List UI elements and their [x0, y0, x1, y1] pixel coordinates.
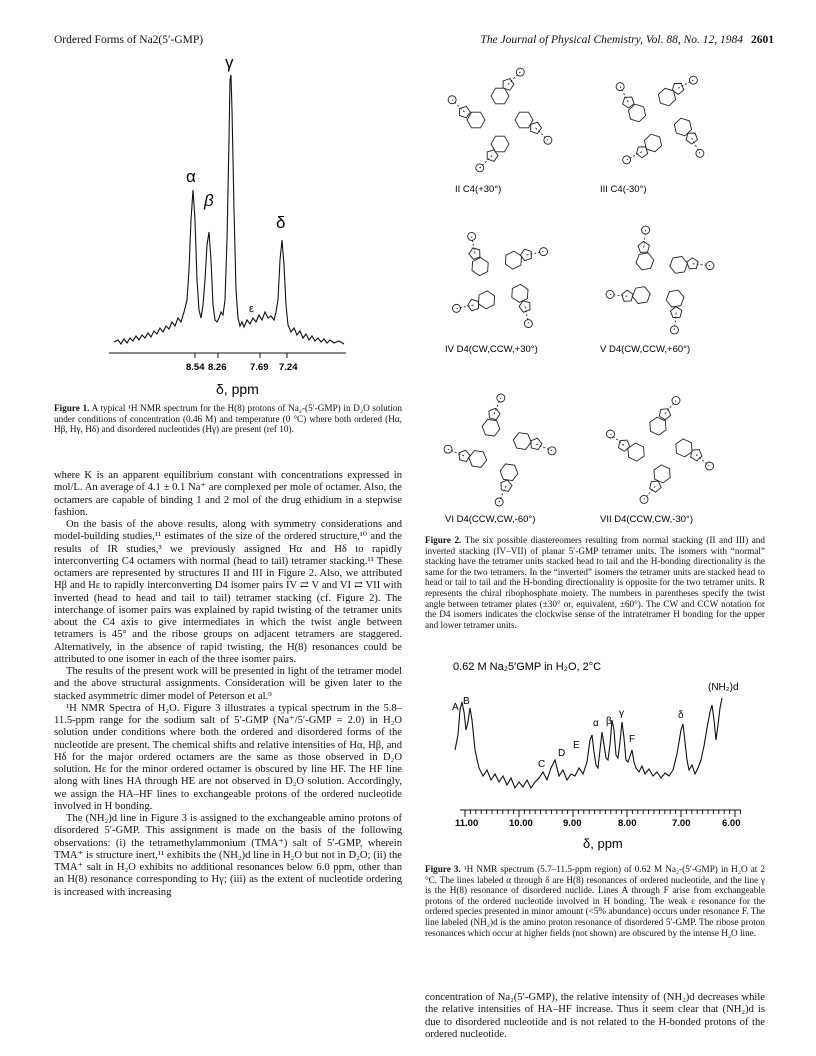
peak-label-alpha: α [593, 718, 599, 729]
peak-label-NH2d: (NH₂)d [708, 682, 739, 693]
tick-label-1000: 10.00 [509, 818, 533, 829]
figure-2-caption-text: The six possible diastereomers resulting from normal stacking (II and III) and inverted stacking (IV–VII) of planar 5′-GMP tetramer units. The isomers with “normal” stacking have the tetramer units stacked head to tail and the H-bonding directionality is the same for the two tetramers. In the “inverted” isomers the tetramer units are stacked head to head or tail to tail and the H-bonding directionality is opposite for the two tetramer units. R represents the chiral ribophosphate moiety. The numbers in parentheses specify the twist angle between tetramer plates (±30° or, equivalent, ±60°). The CW and CCW notation for the D4 isomers indicates the clockwise sense of the intratetramer H bonding for the upper and lower tetramer units. [425, 535, 765, 630]
figure-3-ticks [465, 810, 740, 817]
figure-2-caption [425, 535, 765, 630]
guanine-ring [469, 451, 487, 468]
figure-1-trace [114, 75, 344, 344]
figure-3-caption-label: Figure 3. [425, 864, 461, 874]
peak-label-alpha: α [186, 167, 196, 186]
figure-1-caption-label: Figure 1. [54, 403, 90, 413]
paragraph: On the basis of the above results, along with symmetry considerations and model-building studies,¹¹ estimates of the size of the ordered structure,¹⁰ and the results of IR studies,³ we previously assigned Hα and Hδ to rapidly interconverting C4 octamers with normal (head to tail) tetramer stacking.¹¹ These octamers are represented by structures II and III in Figure 2. Also, we attributed Hβ and Hε to rapidly interconverting D4 isomer pairs IV ⇄ V and VI ⇄ VII with inverted (head to head and tail to tail) tetramer stacking (cf. Figure 2). The interchange of isomer pairs was explained by rapid twisting of the tetramer units about the C4 axis to give intermediates in which the twist angle between tetramers is 45° and the ribose groups on adjacent tetramers are staggered. Alternatively, in the absence of rapid twisting, the H(8) resonances could be attributed to one isomer in each of the three isomer pairs. [54, 519, 402, 665]
hbond-line [692, 138, 700, 153]
tick-label-1100: 11.00 [455, 818, 479, 829]
imidazole-ring [670, 307, 681, 318]
imidazole-ring [459, 450, 470, 461]
guanine-ring [666, 290, 684, 307]
hbond-line [480, 156, 492, 168]
paragraph: The (NH₂)d line in Figure 3 is assigned to the exchangeable amino protons of disordered 5′-GMP. This assignment is made on the basis of the following observations: (i) the tetramethylammonium (TMA⁺) salt of 5′-GMP, wherein TMA⁺ is structure inert,¹¹ exhibits the (NH₂)d line in H₂O but not in D₂O; (ii) the TMA⁺ salt in H₂O exhibits no additional resonances below 6.0 ppm, other than an H(8) resonance corresponding to Hγ; (iii) as the extent of nucleotide ordering is increased with increasing [54, 813, 402, 898]
hbond-line [536, 128, 548, 140]
hbond-line [665, 401, 676, 414]
running-head-right [480, 34, 774, 46]
imidazole-ring [687, 258, 698, 269]
figure-3-caption-text: ¹H NMR spectrum (5.7–11.5-ppm region) of 0.62 M Na₂-(5′-GMP) in H₂O at 2 °C. The lines labeled α through δ are H(8) resonances of ordered nucleotide, and the line γ is the H(8) resonance of disordered nuclide. Lines A through F arise from exchangeable protons of the ordered nucleotide involved in H bonding. The weak ε resonance for the ordered species presented in minor amount (<5% abundance) occurs under resonance F. The line labeled (NH₂)d is the amino proton resonance of disordered 5′-GMP. The ribose proton resonances which occur at higher fields (not shown) are obscured by the intense H₂O line. [425, 864, 766, 938]
panel-label-VI: VI D4(CCW,CW,-60°) [445, 514, 536, 525]
running-head-left: Ordered Forms of Na2(5′-GMP) [54, 34, 204, 46]
figure-1-caption-text: A typical ¹H NMR spectrum for the H(8) protons of Na₂-(5′-GMP) in D₂O solution under conditions of concentration (0.46 M) and temperature (0 °C) where both ordered (Hα, Hβ, Hγ, Hδ) and disordered nucleotides (Hγ) are present (ref 10). [54, 403, 403, 435]
guanine-ring [500, 464, 518, 481]
hbond-line [674, 313, 676, 330]
journal-citation: The Journal of Physical Chemistry, Vol. 88, No. 12, 1984 [480, 34, 743, 46]
tick-label-900: 9.00 [563, 818, 582, 829]
peak-label-C: C [538, 759, 546, 770]
peak-label-gamma: γ [619, 708, 624, 719]
peak-label-delta: δ [276, 213, 286, 232]
imidazole-ring [659, 409, 670, 420]
peak-label-delta: δ [678, 710, 684, 721]
tick-label-800: 8.00 [618, 818, 637, 829]
tick-label-769: 7.69 [250, 362, 269, 373]
panel-label-V: V D4(CW,CCW,+60°) [600, 344, 691, 355]
figure-2-caption-label: Figure 2. [425, 535, 462, 545]
ribophosphate-marker [616, 83, 624, 91]
figure-3 [425, 650, 765, 860]
guanine-ring [650, 417, 666, 435]
hbond-line [696, 455, 709, 466]
peak-label-beta: β [204, 191, 214, 210]
ribophosphate-marker [476, 164, 484, 172]
guanine-ring [482, 419, 500, 436]
body-text-left [54, 470, 402, 899]
hbond-line [678, 80, 693, 88]
panel-label-II: II C4(+30°) [455, 184, 502, 195]
peak-label-D: D [558, 748, 566, 759]
guanine-ring [633, 287, 651, 304]
ribophosphate-marker [696, 149, 704, 157]
guanine-ring [467, 112, 485, 128]
paragraph: ¹H NMR Spectra of H₂O. Figure 3 illustrates a typical spectrum in the 5.8–11.5-ppm range for the sodium salt of 5′-GMP (Na⁺/5′-GMP = 2.0) in H₂O solution under conditions where both the ordered and disordered forms of the nucleotide are present. The chemical shifts and relative intensities of Hα, Hβ, and Hδ for the major ordered octamers are the same as those observed in D₂O solution. Hε for the minor ordered octamer is obscured by line HF. The HF line along with lines HA through HE are not observed in D₂O solution. Accordingly, we assign the HA–HF lines to exchangeable protons of the ordered nucleotide involved in H bonding. [54, 702, 402, 812]
peak-label-beta: β [606, 716, 612, 727]
guanine-ring [505, 251, 521, 269]
tick-label-700: 7.00 [672, 818, 691, 829]
guanine-ring [512, 284, 528, 302]
tick-label-600: 6.00 [722, 818, 741, 829]
ribophosphate-marker [495, 498, 503, 506]
peak-label-B: B [463, 696, 470, 707]
paragraph: where K is an apparent equilibrium constant with concentrations expressed in mol/L. An average of 4.1 ± 0.1 Na⁺ are complexed per mole of octamer. Also, the octamers are capable of binding 1 and 2 mol of the drug ethidium in a stepwise fashion. [54, 470, 402, 518]
guanine-ring [670, 257, 688, 274]
figure-2-structures [425, 50, 765, 530]
guanine-ring [636, 253, 654, 270]
hbond-line [611, 434, 624, 445]
guanine-ring [628, 443, 644, 461]
imidazole-ring [520, 249, 531, 260]
figure-1-spectrum [54, 50, 402, 402]
figure-1-caption [54, 403, 402, 435]
figure-3-title: 0.62 M Na₂5′GMP in H₂O, 2°C [453, 661, 602, 673]
ribophosphate-marker [689, 76, 697, 84]
guanine-ring [628, 104, 645, 122]
tetramer-structure-V [606, 226, 714, 334]
paragraph: The results of the present work will be presented in light of the tetramer model and the above structural assignments. Consideration will be given later to the stacked asymmetric dimer model of Peterson et al.⁹ [54, 666, 402, 702]
ribophosphate-marker [448, 96, 456, 104]
imidazole-ring [469, 248, 480, 259]
ribophosphate-marker [623, 156, 631, 164]
guanine-ring [491, 88, 509, 104]
tetramer-structure-VI [444, 394, 556, 506]
figure-1-ticks [195, 353, 287, 358]
body-text-right: concentration of Na₂(5′-GMP), the relative intensity of (NH₂)d decreases while the relative intensities of HA–HF increase. Thus it seem clear that (NH₂)d is due to disordered nucleotide and is not related to the H-bonded protons of the ordered nucleotide. [425, 992, 765, 1040]
guanine-ring [472, 258, 488, 276]
imidazole-ring [519, 301, 530, 312]
figure-3-axis-label: δ, ppm [583, 836, 623, 851]
peak-label-epsilon: ε [249, 303, 254, 315]
guanine-ring [644, 134, 661, 152]
tick-label-724: 7.24 [279, 362, 298, 373]
tetramer-structure-IV [452, 232, 547, 327]
peak-label-A: A [452, 702, 459, 713]
tetramer-structure-III [616, 76, 704, 164]
hbond-line [610, 294, 627, 296]
panel-label-VII: VII D4(CCW,CW,-30°) [600, 514, 694, 525]
figure-3-caption [425, 864, 765, 938]
peak-label-gamma: γ [225, 53, 234, 72]
panel-label-IV: IV D4(CW,CCW,+30°) [445, 344, 538, 355]
figure-2 [425, 50, 765, 530]
imidazole-ring [501, 480, 512, 491]
guanine-ring [676, 439, 692, 457]
peak-label-E: E [573, 740, 580, 751]
figure-1 [54, 50, 402, 410]
hbond-line [644, 230, 646, 247]
guanine-ring [513, 433, 531, 450]
page-number: 2601 [751, 34, 774, 46]
guanine-ring [654, 465, 670, 483]
hbond-line [452, 100, 464, 112]
guanine-ring [479, 291, 495, 309]
peak-label-F: F [629, 734, 636, 745]
tick-label-826: 8.26 [208, 362, 227, 373]
figure-1-axis-label: δ, ppm [216, 381, 259, 397]
panel-label-III: III C4(-30°) [600, 184, 647, 195]
hbond-line [693, 264, 710, 266]
ribophosphate-marker [497, 394, 505, 402]
tick-label-854: 8.54 [186, 362, 205, 373]
tetramer-structure-VII [607, 397, 714, 504]
tetramer-structure-II [448, 68, 552, 172]
figure-3-spectrum [425, 650, 765, 860]
imidazole-ring [636, 147, 647, 158]
